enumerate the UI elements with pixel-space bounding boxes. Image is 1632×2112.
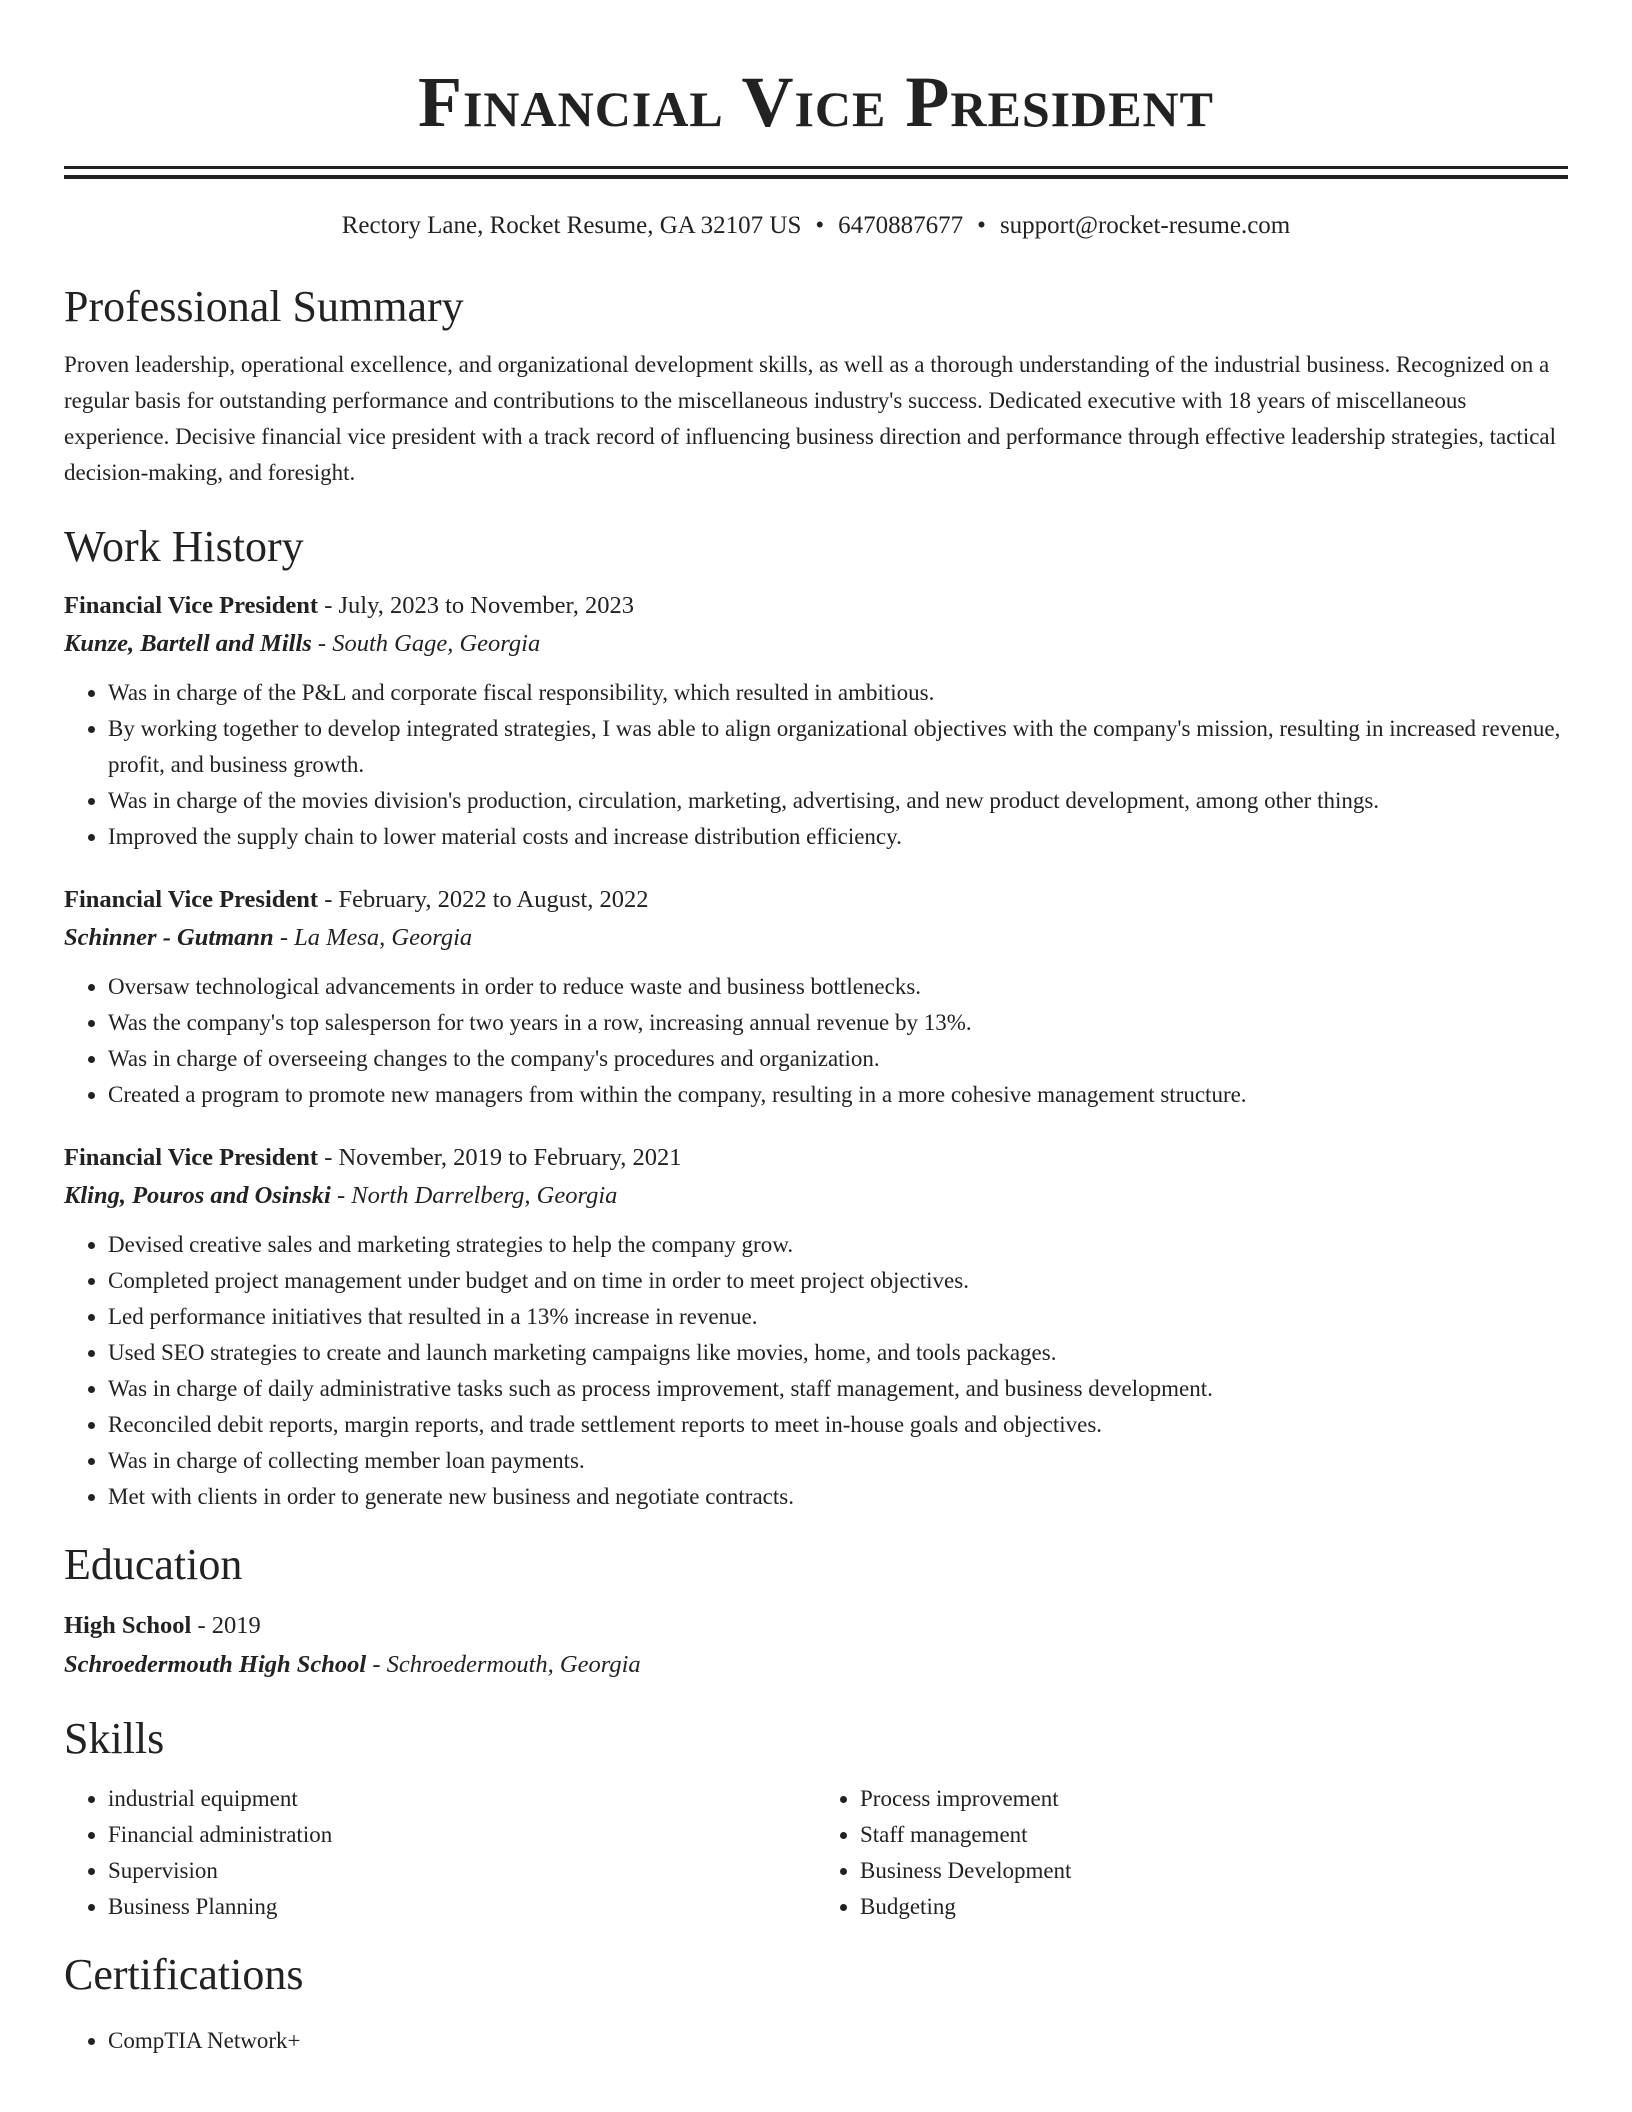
- job-bullets: [64, 1227, 1568, 1515]
- contact-line: [64, 209, 1568, 243]
- skills-column-left: [64, 1781, 816, 1925]
- skill-item: • Business Planning: [108, 1889, 816, 1925]
- job-role: Financial Vice President: [64, 592, 319, 619]
- skill-item: • industrial equipment: [108, 1781, 816, 1817]
- contact-email: support@rocket-resume.com: [999, 212, 1291, 239]
- education-heading: Education: [64, 1540, 243, 1589]
- skill-item: • Process improvement: [860, 1781, 1568, 1817]
- work-history-heading: Work History: [64, 522, 304, 571]
- skills-heading: Skills: [64, 1714, 165, 1763]
- job-company-line: [64, 1177, 1568, 1215]
- education-year: - 2019: [191, 1612, 261, 1639]
- job-entry: [64, 1139, 1568, 1515]
- job-location: - North Darrelberg, Georgia: [330, 1182, 618, 1209]
- education-location: - Schroedermouth, Georgia: [366, 1651, 641, 1678]
- education-school: Schroedermouth High School: [64, 1651, 367, 1678]
- job-bullet: • Used SEO strategies to create and launch marketing campaigns like movies, home, and tools packages.: [108, 1335, 1568, 1371]
- job-company: Kunze, Bartell and Mills: [64, 630, 312, 657]
- header-rule-bottom: [64, 175, 1568, 179]
- education-school-line: [64, 1645, 1568, 1685]
- job-bullet: • Was the company's top salesperson for two years in a row, increasing annual revenue by 13%.: [108, 1005, 1568, 1041]
- job-bullet: • Reconciled debit reports, margin reports, and trade settlement reports to meet in-house goals and objectives.: [108, 1407, 1568, 1443]
- skills-grid: [64, 1781, 1568, 1925]
- job-company: Schinner - Gutmann: [64, 924, 274, 951]
- resume-name: Financial Vice President: [417, 62, 1215, 142]
- job-bullet: • Was in charge of daily administrative tasks such as process improvement, staff management, and business development.: [108, 1371, 1568, 1407]
- certification-item: • CompTIA Network+: [108, 2023, 1568, 2059]
- contact-separator: •: [815, 212, 825, 239]
- job-bullet: • Completed project management under budget and on time in order to meet project objectives.: [108, 1263, 1568, 1299]
- education-degree-line: [64, 1607, 1568, 1645]
- job-entry: [64, 587, 1568, 855]
- job-company-line: [64, 625, 1568, 663]
- job-bullet: • Was in charge of overseeing changes to the company's procedures and organization.: [108, 1041, 1568, 1077]
- certifications-heading: Certifications: [64, 1950, 304, 1999]
- job-location: - La Mesa, Georgia: [273, 924, 473, 951]
- job-bullets: [64, 969, 1568, 1113]
- education-degree: High School: [64, 1612, 192, 1639]
- skill-item: • Business Development: [860, 1853, 1568, 1889]
- job-title-line: [64, 1139, 1568, 1177]
- job-bullet: • By working together to develop integrated strategies, I was able to align organizational objectives with the company's mission, resulting in increased revenue, profit, and business growth.: [108, 711, 1568, 783]
- job-company: Kling, Pouros and Osinski: [64, 1182, 331, 1209]
- job-bullet: • Was in charge of the P&L and corporate fiscal responsibility, which resulted in ambitious.: [108, 675, 1568, 711]
- summary-heading: Professional Summary: [64, 282, 464, 331]
- job-role: Financial Vice President: [64, 1144, 319, 1171]
- job-bullet: • Was in charge of collecting member loan payments.: [108, 1443, 1568, 1479]
- job-bullet: • Met with clients in order to generate new business and negotiate contracts.: [108, 1479, 1568, 1515]
- job-bullet: • Devised creative sales and marketing strategies to help the company grow.: [108, 1227, 1568, 1263]
- job-location: - South Gage, Georgia: [311, 630, 541, 657]
- job-dates: - July, 2023 to November, 2023: [318, 592, 634, 619]
- job-bullet: • Was in charge of the movies division's production, circulation, marketing, advertising, and new product development, among other things.: [108, 783, 1568, 819]
- summary-text: Proven leadership, operational excellence, and organizational development skills, as well as a thorough understanding of the industrial business. Recognized on a regular basis for outstanding performance and contributions to the miscellaneous industry's success. Dedicated executive with 18 years of miscellaneous experience. Decisive financial vice president with a track record of influencing business direction and performance through effective leadership strategies, tactical decision-making, and foresight.: [64, 352, 1557, 485]
- job-company-line: [64, 919, 1568, 957]
- job-title-line: [64, 587, 1568, 625]
- job-dates: - February, 2022 to August, 2022: [318, 886, 649, 913]
- job-bullet: • Created a program to promote new managers from within the company, resulting in a more cohesive management structure.: [108, 1077, 1568, 1113]
- header-rule-top: [64, 166, 1568, 169]
- job-title-line: [64, 881, 1568, 919]
- job-bullets: [64, 675, 1568, 855]
- skill-item: • Financial administration: [108, 1817, 816, 1853]
- job-bullet: • Led performance initiatives that resulted in a 13% increase in revenue.: [108, 1299, 1568, 1335]
- skill-item: • Budgeting: [860, 1889, 1568, 1925]
- job-entry: [64, 881, 1568, 1113]
- job-dates: - November, 2019 to February, 2021: [318, 1144, 682, 1171]
- contact-phone: 6470887677: [838, 212, 964, 239]
- skill-item: • Supervision: [108, 1853, 816, 1889]
- contact-separator: •: [977, 212, 986, 239]
- skills-column-right: [816, 1781, 1568, 1925]
- job-bullet: • Improved the supply chain to lower material costs and increase distribution efficiency.: [108, 819, 1568, 855]
- job-bullet: • Oversaw technological advancements in order to reduce waste and business bottlenecks.: [108, 969, 1568, 1005]
- job-role: Financial Vice President: [64, 886, 319, 913]
- skill-item: • Staff management: [860, 1817, 1568, 1853]
- certifications-list: [64, 2023, 1568, 2059]
- contact-address: Rectory Lane, Rocket Resume, GA 32107 US: [341, 212, 802, 239]
